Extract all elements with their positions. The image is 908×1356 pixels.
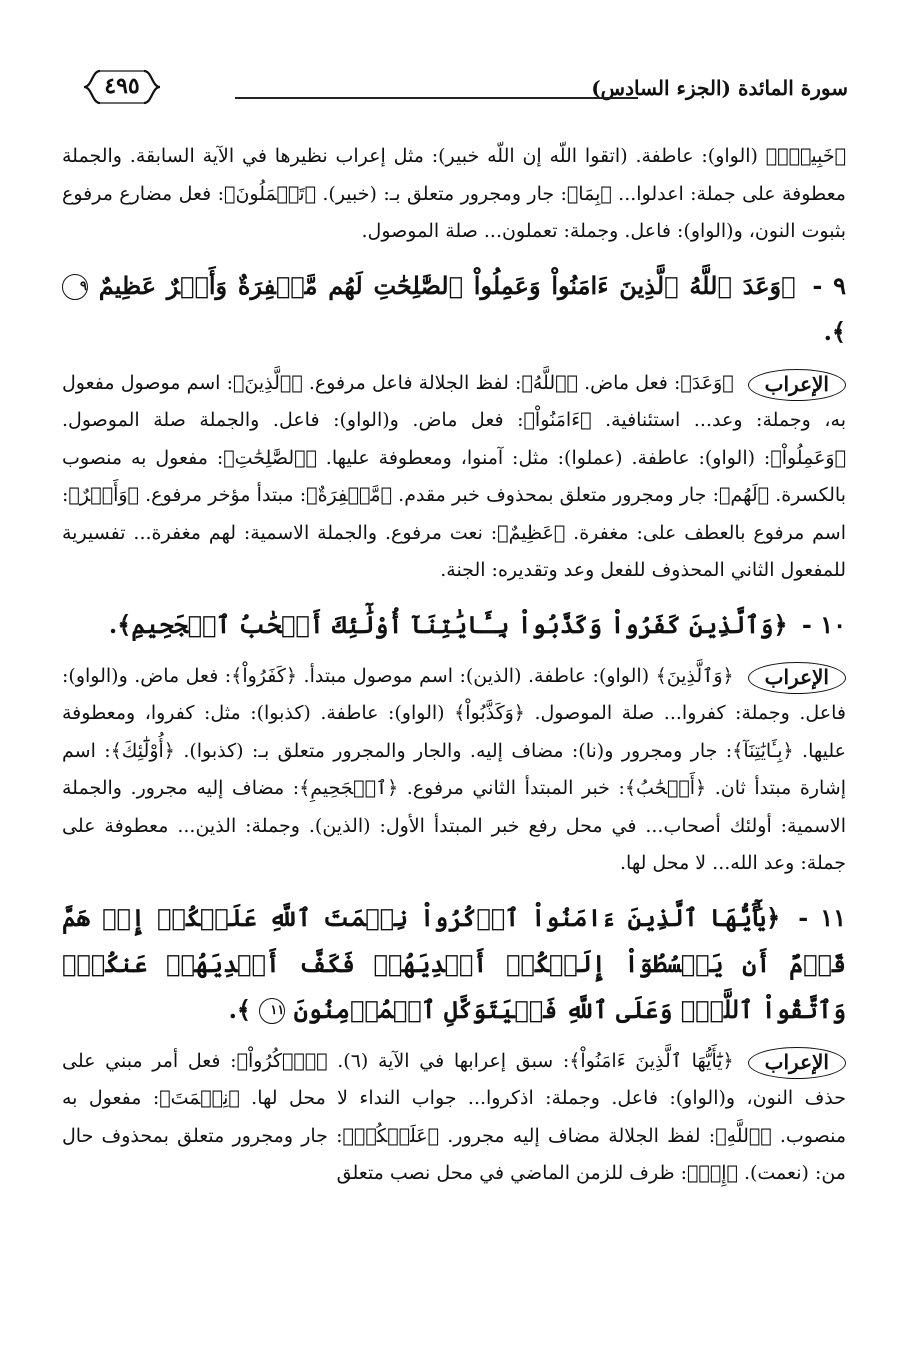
page-content — [62, 138, 846, 1199]
irab-label: الإعراب — [748, 662, 846, 694]
irab-text: ﴿وَعَدَ﴾: فعل ماض. ﴿ٱللَّهُ﴾: لفظ الجلالة فاعل مرفوع. ﴿ٱلَّذِينَ﴾: اسم موصول مفعول به، وجملة: وعد... استئنافية. ﴿ءَامَنُواْ﴾: فعل ماض. و(الواو): فاعل. والجملة صلة الموصول. ﴿وَعَمِلُواْ﴾: (الواو): عاطفة. (عملوا): مثل: آمنوا، ومعطوفة عليها. ﴿ٱلصَّٰلِحَٰتِ﴾: مفعول به منصوب بالكسرة. ﴿لَهُم﴾: جار ومجرور متعلق بمحذوف خبر مقدم. ﴿مَّغۡفِرَةٌ﴾: مبتدأ مؤخر مرفوع. ﴿وَأَجۡرٌ﴾: اسم مرفوع بالعطف على: مغفرة. ﴿عَظِيمٌ﴾: نعت مرفوع. والجملة الاسمية: لهم مغفرة... تفسيرية للمفعول الثاني المحذوف للفعل وعد وتقديره: الجنة. — [62, 371, 846, 581]
verse-text: ﴿وَٱلَّذِينَ كَفَرُواْ وَكَذَّبُواْ بِـَٔايَٰتِنَآ أُوْلَٰٓئِكَ أَصۡحَٰبُ ٱلۡجَحِيمِ﴾. — [108, 609, 788, 639]
header-rule — [235, 97, 638, 99]
verse-number: ١٠ - — [801, 609, 846, 639]
verse-text: ﴿وَعَدَ ٱللَّهُ ٱلَّذِينَ ءَامَنُواْ وَعَمِلُواْ ٱلصَّٰلِحَٰتِ لَهُم مَّغۡفِرَةٌ وَأَجۡرٌ عَظِيمٌ — [98, 270, 796, 300]
verse-text: ﴿يَٰٓأَيُّهَا ٱلَّذِينَ ءَامَنُواْ ٱذۡكُرُواْ نِعۡمَتَ ٱللَّهِ عَلَيۡكُمۡ إِذۡ هَمَّ قَوۡمٌ أَن يَبۡسُطُوٓاْ إِلَيۡكُمۡ أَيۡدِيَهُمۡ فَكَفَّ أَيۡدِيَهُمۡ عَنكُمۡۖ وَٱتَّقُواْ ٱللَّهَۚ وَعَلَى ٱللَّهِ فَلۡيَتَوَكَّلِ ٱلۡمُؤۡمِنُونَ — [62, 902, 846, 1024]
irab-block — [62, 1043, 846, 1193]
page-number-frame — [90, 68, 154, 104]
verse-close-bracket: ﴾. — [228, 994, 251, 1024]
ayah-end-marker: ١١ — [259, 998, 285, 1024]
verse-number: ١١ - — [798, 902, 846, 932]
verse-number: ٩ - — [812, 270, 846, 300]
intro-paragraph: ﴿خَبِيرٌۢ﴾ (الواو): عاطفة. (اتقوا اللّه إن اللّه خبير): مثل إعراب نظيرها في الآية السابقة. والجملة معطوفة على جملة: اعدلوا... ﴿بِمَا﴾: جار ومجرور متعلق بـ: (خبير). ﴿تَعۡمَلُونَ﴾: فعل مضارع مرفوع بثبوت النون، و(الواو): فاعل. وجملة: تعملون... صلة الموصول. — [62, 145, 846, 242]
verse-10 — [62, 602, 846, 648]
irab-label: الإعراب — [748, 1047, 846, 1079]
page-number: ٤٩٥ — [104, 73, 140, 99]
running-title: سورة المائدة (الجزء السادس) — [591, 76, 848, 100]
verse-11 — [62, 895, 846, 1033]
irab-label: الإعراب — [748, 369, 846, 401]
irab-block — [62, 365, 846, 590]
verse-9 — [62, 263, 846, 355]
irab-text: ﴿يَٰٓأَيُّهَا ٱلَّذِينَ ءَامَنُواْ﴾: سبق إعرابها في الآية (٦). ﴿ٱذۡكُرُواْ﴾: فعل أمر مبني على حذف النون، و(الواو): فاعل. وجملة: اذكروا... جواب النداء لا محل لها. ﴿نِعۡمَتَ﴾: مفعول به منصوب. ﴿ٱللَّهِ﴾: لفظ الجلالة مضاف إليه مجرور. ﴿عَلَيۡكُمۡ﴾: جار ومجرور متعلق بمحذوف حال من: (نعمت). ﴿إِذۡ﴾: ظرف للزمن الماضي في محل نصب متعلق — [62, 1049, 846, 1184]
ayah-end-marker: ٩ — [62, 274, 88, 300]
verse-close-bracket: ﴾. — [823, 316, 846, 346]
irab-text: ﴿وَٱلَّذِينَ﴾ (الواو): عاطفة. (الذين): اسم موصول مبتدأ. ﴿كَفَرُواْ﴾: فعل ماض. و(الواو): فاعل. وجملة: كفروا... صلة الموصول. ﴿وَكَذَّبُواْ﴾ (الواو): عاطفة. (كذبوا): مثل: كفروا، ومعطوفة عليها. ﴿بِـَٔايَٰتِنَآ﴾: جار ومجرور و(نا): مضاف إليه. والجار والمجرور متعلق بـ: (كذبوا). ﴿أُوْلَٰٓئِكَ﴾: اسم إشارة مبتدأ ثان. ﴿أَصۡحَٰبُ﴾: خبر المبتدأ الثاني مرفوع. ﴿ٱلۡجَحِيمِ﴾: مضاف إليه مجرور. والجملة الاسمية: أولئك أصحاب... في محل رفع خبر المبتدأ الأول: (الذين). وجملة: الذين... معطوفة على جملة: وعد الله... لا محل لها. — [62, 664, 846, 874]
page-header — [70, 66, 848, 110]
irab-block — [62, 658, 846, 883]
